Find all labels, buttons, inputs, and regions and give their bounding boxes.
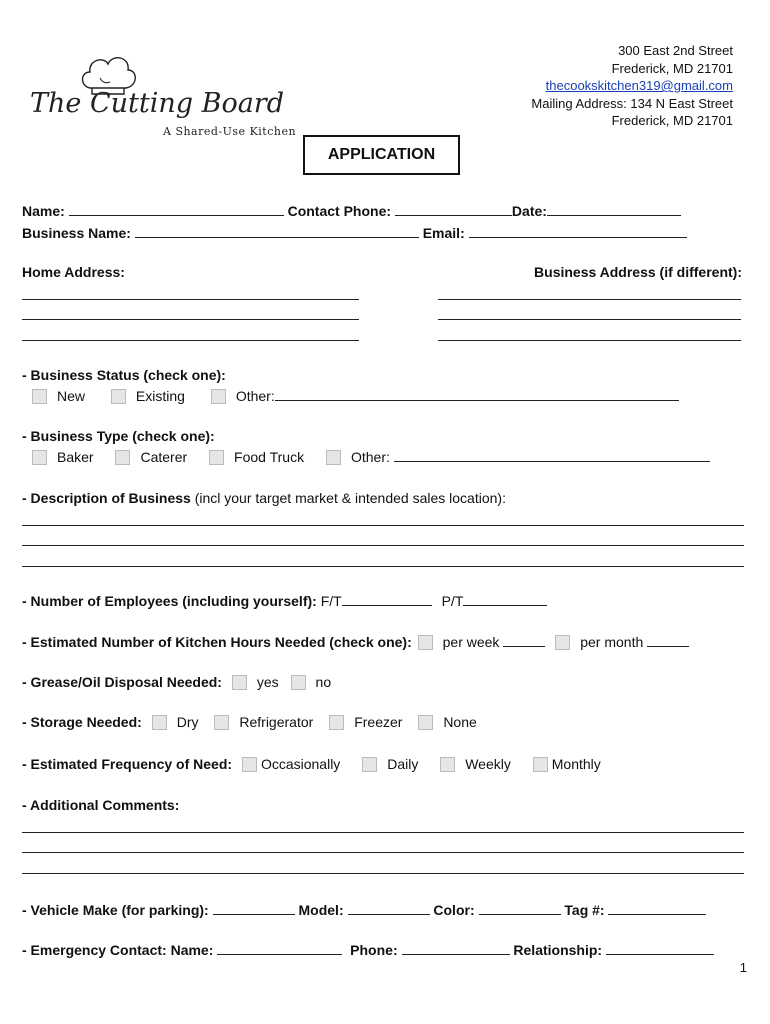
option-new-label: New <box>57 388 86 404</box>
employees-label: - Number of Employees (including yourself): <box>22 593 317 609</box>
page-number: 1 <box>739 960 747 975</box>
vehicle-make-field[interactable] <box>213 901 295 915</box>
description-note: (incl your target market & intended sales location): <box>194 490 506 506</box>
business-type-label: - Business Type (check one): <box>22 428 215 444</box>
vehicle-color-field[interactable] <box>479 901 561 915</box>
logo-subtitle: A Shared-Use Kitchen <box>163 125 297 138</box>
ft-field[interactable] <box>342 592 432 606</box>
business-type-options <box>32 448 710 465</box>
logo-title: The Cutting Board <box>30 88 284 119</box>
checkbox-per-month[interactable] <box>555 635 570 650</box>
dry-label: Dry <box>176 714 199 730</box>
monthly-label: Monthly <box>551 756 601 772</box>
occasionally-label: Occasionally <box>260 756 341 772</box>
date-label: Date: <box>511 203 547 219</box>
comments-line[interactable] <box>22 852 744 853</box>
mailing-line-2: Frederick, MD 21701 <box>611 113 733 128</box>
option-type-other-label: Other: <box>350 449 390 465</box>
business-name-row <box>22 224 687 241</box>
storage-row <box>22 714 477 730</box>
home-address-line[interactable] <box>22 299 359 300</box>
frequency-label: - Estimated Frequency of Need: <box>22 756 233 772</box>
vehicle-make-label: - Vehicle Make (for parking): <box>22 902 209 918</box>
checkbox-new[interactable] <box>32 389 47 404</box>
ft-label: F/T <box>320 593 342 609</box>
checkbox-dry[interactable] <box>152 715 167 730</box>
option-baker-label: Baker <box>57 449 94 465</box>
logo <box>28 52 303 142</box>
freezer-label: Freezer <box>354 714 403 730</box>
grease-label: - Grease/Oil Disposal Needed: <box>22 674 222 690</box>
date-field[interactable] <box>547 202 681 216</box>
checkbox-caterer[interactable] <box>115 450 130 465</box>
daily-label: Daily <box>387 756 419 772</box>
checkbox-refrigerator[interactable] <box>214 715 229 730</box>
emergency-name-field[interactable] <box>217 941 342 955</box>
business-address-line[interactable] <box>438 299 741 300</box>
vehicle-color-label: Color: <box>433 902 475 918</box>
mailing-line-1: Mailing Address: 134 N East Street <box>531 95 733 111</box>
emergency-relationship-label: Relationship: <box>513 942 603 958</box>
home-address-line[interactable] <box>22 319 359 320</box>
checkbox-occasionally[interactable] <box>242 757 257 772</box>
frequency-row <box>22 756 601 772</box>
business-address-line[interactable] <box>438 340 741 341</box>
emergency-phone-field[interactable] <box>402 941 510 955</box>
option-other-label: Other: <box>235 388 275 404</box>
checkbox-no[interactable] <box>291 675 306 690</box>
per-month-label: per month <box>580 634 644 650</box>
contact-phone-field[interactable] <box>395 202 512 216</box>
comments-line[interactable] <box>22 873 744 874</box>
business-name-field[interactable] <box>135 224 419 238</box>
description-line[interactable] <box>22 545 744 546</box>
description-row <box>22 490 506 506</box>
business-name-label: Business Name: <box>22 225 131 241</box>
name-label: Name: <box>22 203 65 219</box>
checkbox-freezer[interactable] <box>329 715 344 730</box>
checkbox-existing[interactable] <box>111 389 126 404</box>
business-address-line[interactable] <box>438 319 741 320</box>
per-week-field[interactable] <box>503 633 545 647</box>
header-address <box>531 42 733 130</box>
type-other-field[interactable] <box>394 448 710 462</box>
employees-row <box>22 592 547 609</box>
weekly-label: Weekly <box>465 756 511 772</box>
business-address-label: Business Address (if different): <box>534 264 742 280</box>
status-other-field[interactable] <box>275 387 679 401</box>
option-existing-label: Existing <box>135 388 185 404</box>
description-line[interactable] <box>22 525 744 526</box>
option-food-truck-label: Food Truck <box>234 449 305 465</box>
hours-row <box>22 633 689 650</box>
vehicle-model-field[interactable] <box>348 901 430 915</box>
emergency-phone-label: Phone: <box>350 942 398 958</box>
checkbox-monthly[interactable] <box>533 757 548 772</box>
business-status-options <box>32 387 679 404</box>
address-line-2: Frederick, MD 21701 <box>611 60 733 76</box>
checkbox-per-week[interactable] <box>418 635 433 650</box>
vehicle-row <box>22 901 706 918</box>
home-address-label: Home Address: <box>22 264 125 280</box>
pt-label: P/T <box>441 593 464 609</box>
emergency-relationship-field[interactable] <box>606 941 714 955</box>
checkbox-other[interactable] <box>211 389 226 404</box>
checkbox-food-truck[interactable] <box>209 450 224 465</box>
yes-label: yes <box>256 674 279 690</box>
description-label: - Description of Business <box>22 490 191 506</box>
page-title: APPLICATION <box>303 135 460 175</box>
address-line-1: 300 East 2nd Street <box>618 43 733 58</box>
checkbox-daily[interactable] <box>362 757 377 772</box>
comments-label: - Additional Comments: <box>22 797 180 813</box>
comments-line[interactable] <box>22 832 744 833</box>
checkbox-baker[interactable] <box>32 450 47 465</box>
per-week-label: per week <box>442 634 500 650</box>
checkbox-yes[interactable] <box>232 675 247 690</box>
refrigerator-label: Refrigerator <box>239 714 314 730</box>
vehicle-tag-label: Tag #: <box>564 902 605 918</box>
pt-field[interactable] <box>463 592 547 606</box>
vehicle-tag-field[interactable] <box>608 901 706 915</box>
name-row <box>22 202 681 219</box>
email-field[interactable] <box>469 224 687 238</box>
emergency-name-label: - Emergency Contact: Name: <box>22 942 214 958</box>
business-status-label: - Business Status (check one): <box>22 367 226 383</box>
email-link[interactable]: thecookskitchen319@gmail.com <box>545 78 733 93</box>
checkbox-type-other[interactable] <box>326 450 341 465</box>
description-line[interactable] <box>22 566 744 567</box>
contact-phone-label: Contact Phone: <box>287 203 392 219</box>
vehicle-model-label: Model: <box>298 902 344 918</box>
per-month-field[interactable] <box>647 633 689 647</box>
email-label: Email: <box>422 225 465 241</box>
checkbox-none[interactable] <box>418 715 433 730</box>
storage-label: - Storage Needed: <box>22 714 142 730</box>
hours-label: - Estimated Number of Kitchen Hours Needed (check one): <box>22 634 412 650</box>
grease-row <box>22 674 331 690</box>
option-caterer-label: Caterer <box>140 449 188 465</box>
none-label: None <box>443 714 477 730</box>
home-address-line[interactable] <box>22 340 359 341</box>
no-label: no <box>315 674 332 690</box>
name-field[interactable] <box>69 202 284 216</box>
emergency-row <box>22 941 714 958</box>
checkbox-weekly[interactable] <box>440 757 455 772</box>
